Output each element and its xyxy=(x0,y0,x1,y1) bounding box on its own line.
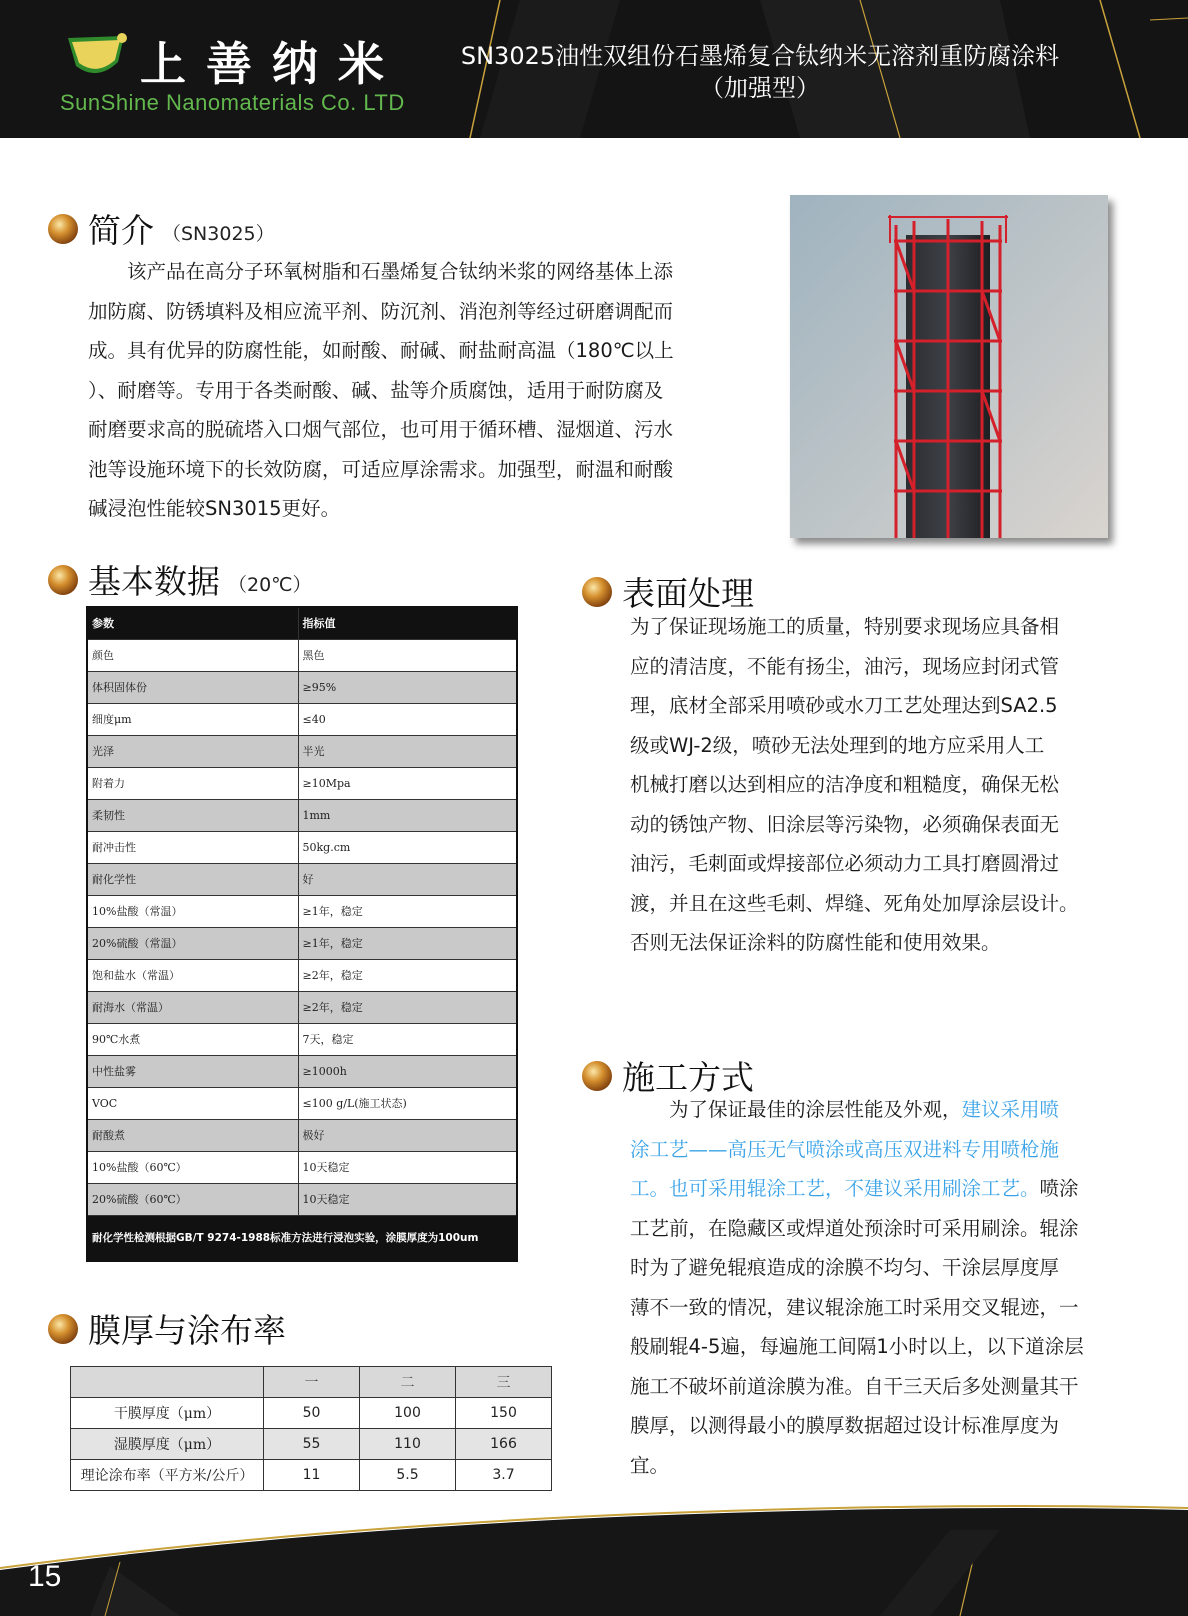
film-heading xyxy=(48,1305,286,1352)
table-cell: 10%盐酸（常温） xyxy=(87,895,298,927)
surface-line: 应的清洁度，不能有扬尘，油污，现场应封闭式管 xyxy=(630,654,1060,678)
table-row xyxy=(87,671,517,703)
table-row xyxy=(71,1460,552,1491)
brand-name-cn: 上善纳米 xyxy=(140,37,404,91)
intro-line: 加防腐、防锈填料及相应流平剂、防沉剂、消泡剂等经过研磨调配而 xyxy=(88,299,674,323)
application-highlight: 工。也可采用辊涂工艺，不建议采用刷涂工艺。 xyxy=(630,1177,1040,1200)
application-text: 喷涂 xyxy=(1039,1177,1079,1200)
intro-line: ）、耐磨等。专用于各类耐酸、碱、盐等介质腐蚀，适用于耐防腐及 xyxy=(88,378,664,402)
table-cell: ≥10Mpa xyxy=(298,767,517,799)
intro-paragraph xyxy=(88,252,752,529)
intro-line: 耐磨要求高的脱硫塔入口烟气部位，也可用于循环槽、湿烟道、污水 xyxy=(88,418,674,441)
table-cell: ≤40 xyxy=(298,703,517,735)
application-line: 时为了避免辊痕造成的涂膜不均匀、干涂层厚度厚 xyxy=(630,1256,1060,1279)
chimney-photo xyxy=(790,195,1108,538)
table-cell: 耐化学性 xyxy=(87,863,298,895)
application-line: 宜。 xyxy=(630,1453,670,1477)
surface-line: 油污，毛刺面或焊接部位必须动力工具打磨圆滑过 xyxy=(630,852,1060,875)
table-cell: 半光 xyxy=(298,735,517,767)
table-cell: 饱和盐水（常温） xyxy=(87,959,298,991)
application-highlight: 涂工艺——高压无气喷涂或高压双进料专用喷枪施 xyxy=(630,1137,1060,1161)
page-number: 15 xyxy=(28,1560,62,1593)
table-row xyxy=(87,1055,517,1087)
table-cell: 90℃水煮 xyxy=(87,1023,298,1055)
page-header xyxy=(0,0,1188,138)
surface-line: 级或WJ-2级，喷砂无法处理到的地方应采用人工 xyxy=(630,733,1045,757)
surface-title: 表面处理 xyxy=(622,574,754,613)
application-line: 施工不破坏前道涂膜为准。自干三天后多处测量其干 xyxy=(630,1374,1079,1398)
table-cell: 耐海水（常温） xyxy=(87,991,298,1023)
film-thickness-table xyxy=(70,1366,552,1491)
table-row xyxy=(87,863,517,895)
table-row xyxy=(71,1429,552,1460)
table-row xyxy=(87,927,517,959)
brand-name-en: SunShine Nanomaterials Co. LTD xyxy=(60,90,405,115)
table-header-cell: 指标值 xyxy=(298,607,517,639)
application-line: 薄不一致的情况，建议辊涂施工时采用交叉辊迹，一 xyxy=(630,1295,1079,1319)
table-cell: 理论涂布率（平方米/公斤） xyxy=(71,1460,264,1491)
table-cell: 附着力 xyxy=(87,767,298,799)
document-title-line2: （加强型） xyxy=(700,74,820,102)
table-row xyxy=(87,991,517,1023)
application-line: 工艺前，在隐藏区或焊道处预涂时可采用刷涂。辊涂 xyxy=(630,1216,1079,1240)
table-cell: 3.7 xyxy=(456,1460,552,1491)
basic-data-title: 基本数据 xyxy=(88,562,220,601)
table-header-row xyxy=(87,607,517,639)
table-header-cell: 一 xyxy=(264,1367,360,1398)
intro-heading xyxy=(48,205,275,252)
table-cell: 20%硫酸（60℃） xyxy=(87,1183,298,1215)
table-cell: 166 xyxy=(456,1429,552,1460)
surface-line: 渡，并且在这些毛刺、焊缝、死角处加厚涂层设计。 xyxy=(630,891,1079,915)
table-cell: 1mm xyxy=(298,799,517,831)
table-row xyxy=(87,1183,517,1215)
gold-bullet-icon xyxy=(582,1061,612,1091)
surface-line: 动的锈蚀产物、旧涂层等污染物，必须确保表面无 xyxy=(630,812,1060,836)
intro-line: 池等设施环境下的长效防腐，可适应厚涂需求。加强型，耐温和耐酸 xyxy=(88,457,674,481)
table-header-cell: 参数 xyxy=(87,607,298,639)
table-cell: 100 xyxy=(360,1398,456,1429)
table-cell: 10%盐酸（60℃） xyxy=(87,1151,298,1183)
intro-subtitle: （SN3025） xyxy=(162,223,275,245)
table-cell: ≥95% xyxy=(298,671,517,703)
table-cell: 20%硫酸（常温） xyxy=(87,927,298,959)
application-line xyxy=(630,1169,1130,1209)
footer-decoration xyxy=(0,1500,1188,1616)
application-highlight: 建议采用喷 xyxy=(961,1098,1060,1121)
intro-line: 成。具有优异的防腐性能，如耐酸、耐碱、耐盐耐高温（180℃以上 xyxy=(88,339,674,362)
table-cell: 干膜厚度（μm） xyxy=(71,1398,264,1429)
table-cell: 光泽 xyxy=(87,735,298,767)
table-cell: ≤100 g/L(施工状态) xyxy=(298,1087,517,1119)
table-row xyxy=(87,831,517,863)
table-cell: ≥1000h xyxy=(298,1055,517,1087)
table-cell: 中性盐雾 xyxy=(87,1055,298,1087)
table-header-cell: 二 xyxy=(360,1367,456,1398)
surface-line: 否则无法保证涂料的防腐性能和使用效果。 xyxy=(630,931,1001,954)
intro-title: 简介 xyxy=(88,211,154,250)
film-title: 膜厚与涂布率 xyxy=(88,1311,286,1350)
table-footnote: 耐化学性检测根据GB/T 9274-1988标准方法进行浸泡实验，涂膜厚度为100um xyxy=(87,1215,517,1261)
document-title-line1: SN3025油性双组份石墨烯复合钛纳米无溶剂重防腐涂料 xyxy=(460,42,1060,70)
table-cell: 50kg.cm xyxy=(298,831,517,863)
table-cell: 7天，稳定 xyxy=(298,1023,517,1055)
table-row xyxy=(87,895,517,927)
brand-emblem-icon xyxy=(64,32,130,84)
surface-line: 为了保证现场施工的质量，特别要求现场应具备相 xyxy=(630,615,1060,638)
surface-line: 理，底材全部采用喷砂或水刀工艺处理达到SA2.5 xyxy=(630,694,1058,717)
table-header-cell xyxy=(71,1367,264,1398)
table-row xyxy=(87,799,517,831)
table-row xyxy=(87,1087,517,1119)
table-cell: 体积固体份 xyxy=(87,671,298,703)
surface-paragraph xyxy=(630,607,1130,963)
gold-bullet-icon xyxy=(48,565,78,595)
table-cell: 极好 xyxy=(298,1119,517,1151)
table-cell: ≥1年，稳定 xyxy=(298,927,517,959)
table-cell: 细度μm xyxy=(87,703,298,735)
table-row xyxy=(87,767,517,799)
table-row xyxy=(71,1398,552,1429)
gold-bullet-icon xyxy=(48,1314,78,1344)
basic-data-table xyxy=(86,606,518,1262)
application-paragraph xyxy=(630,1090,1130,1485)
gold-bullet-icon xyxy=(48,214,78,244)
table-cell: VOC xyxy=(87,1087,298,1119)
gold-bullet-icon xyxy=(582,577,612,607)
table-cell: 150 xyxy=(456,1398,552,1429)
table-row xyxy=(87,639,517,671)
application-text: 为了保证最佳的涂层性能及外观， xyxy=(630,1098,962,1121)
table-cell: 湿膜厚度（μm） xyxy=(71,1429,264,1460)
table-cell: 柔韧性 xyxy=(87,799,298,831)
intro-line: 该产品在高分子环氧树脂和石墨烯复合钛纳米浆的网络基体上添 xyxy=(88,260,674,283)
basic-data-heading xyxy=(48,556,312,603)
table-row xyxy=(87,1151,517,1183)
table-cell: 11 xyxy=(264,1460,360,1491)
surface-line: 机械打磨以达到相应的洁净度和粗糙度，确保无松 xyxy=(630,773,1060,796)
table-row xyxy=(87,959,517,991)
table-row xyxy=(87,703,517,735)
application-line: 般刷辊4-5遍，每遍施工间隔1小时以上，以下道涂层 xyxy=(630,1335,1084,1358)
table-header-cell: 三 xyxy=(456,1367,552,1398)
table-cell: ≥2年，稳定 xyxy=(298,959,517,991)
table-cell: 好 xyxy=(298,863,517,895)
intro-line: 碱浸泡性能较SN3015更好。 xyxy=(88,497,341,520)
table-row xyxy=(87,735,517,767)
application-line: 膜厚，以测得最小的膜厚数据超过设计标准厚度为 xyxy=(630,1414,1060,1437)
table-row xyxy=(87,1119,517,1151)
table-cell: 50 xyxy=(264,1398,360,1429)
table-header-row xyxy=(71,1367,552,1398)
table-cell: 颜色 xyxy=(87,639,298,671)
document-title xyxy=(410,40,1110,104)
basic-data-subtitle: （20℃） xyxy=(228,574,312,596)
application-line xyxy=(630,1090,1130,1130)
table-cell: 5.5 xyxy=(360,1460,456,1491)
table-cell: 10天稳定 xyxy=(298,1183,517,1215)
table-cell: ≥2年，稳定 xyxy=(298,991,517,1023)
table-cell: ≥1年，稳定 xyxy=(298,895,517,927)
table-cell: 10天稳定 xyxy=(298,1151,517,1183)
application-title: 施工方式 xyxy=(622,1058,754,1097)
table-cell: 耐酸煮 xyxy=(87,1119,298,1151)
table-cell: 黑色 xyxy=(298,639,517,671)
table-cell: 55 xyxy=(264,1429,360,1460)
table-row xyxy=(87,1023,517,1055)
table-footnote-row xyxy=(87,1215,517,1261)
table-cell: 110 xyxy=(360,1429,456,1460)
table-cell: 耐冲击性 xyxy=(87,831,298,863)
